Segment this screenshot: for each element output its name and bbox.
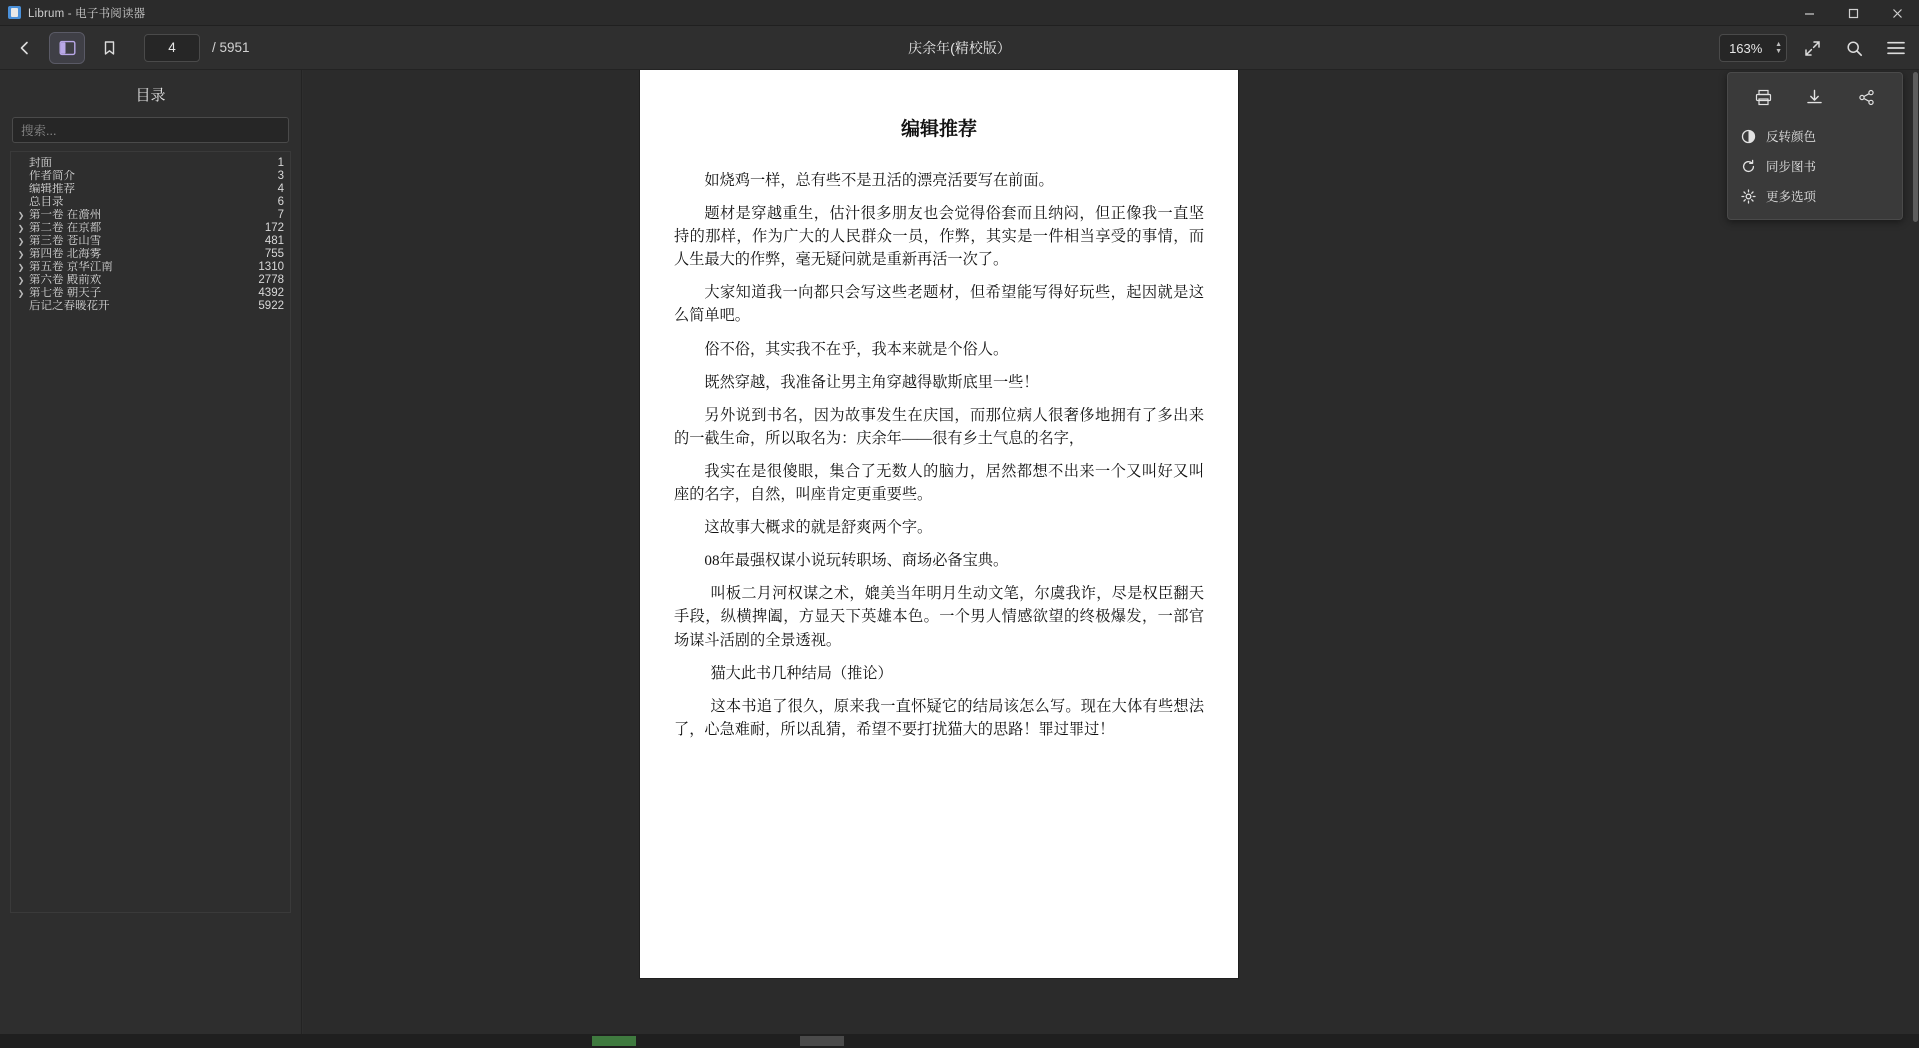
page-number-input[interactable]: 4	[144, 34, 200, 62]
menu-item-invert-colors-label: 反转颜色	[1766, 130, 1817, 144]
menu-button[interactable]	[1879, 33, 1913, 63]
toc-item-page: 2778	[258, 274, 284, 286]
desktop-taskbar	[0, 1034, 1919, 1048]
toc-item-page: 172	[264, 222, 284, 234]
page-paragraph: 叫板二月河权谋之术，媲美当年明月生动文笔，尔虞我诈，尽是权臣翻天手段，纵横捭阖，方显天下英雄本色。一个男人情感欲望的终极爆发，一部官场谋斗活剧的全景透视。	[674, 585, 1204, 649]
toc-row[interactable]	[11, 261, 290, 274]
invert-colors-icon	[1740, 129, 1756, 144]
chevron-right-icon[interactable]: ❯	[17, 211, 25, 220]
toc-row[interactable]	[11, 209, 290, 222]
close-button[interactable]	[1875, 0, 1919, 26]
toc-row[interactable]	[11, 274, 290, 287]
toc-item-label: 总目录	[29, 196, 64, 208]
page-paragraph: 这故事大概求的就是舒爽两个字。	[704, 519, 933, 537]
page-paragraph: 大家知道我一向都只会写这些老题材，但希望能写得好玩些，起因就是这么简单吧。	[674, 284, 1204, 325]
page-heading: 编辑推荐	[900, 119, 977, 140]
toc-item-label: 第四卷 北海雾	[29, 248, 102, 260]
toc-row[interactable]	[11, 222, 290, 235]
title-bar	[0, 0, 1919, 26]
print-icon[interactable]	[1747, 83, 1781, 111]
toc-row[interactable]	[11, 287, 290, 300]
taskbar-item-secondary[interactable]	[800, 1036, 844, 1046]
page-paragraph: 另外说到书名，因为故事发生在庆国，而那位病人很奢侈地拥有了多出来的一截生命，所以取名为：庆余年——很有乡土气息的名字，	[674, 406, 1204, 447]
window-title: Librum - 电子书阅读器	[28, 7, 146, 20]
toc-row[interactable]	[11, 235, 290, 248]
toc-item-page: 755	[264, 248, 284, 260]
page-paragraph: 题材是穿越重生，估汁很多朋友也会觉得俗套而且纳闷，但正像我一直坚持的那样，作为广大的人民群众一员，作弊，其实是一件相当享受的事情，而人生最大的作弊，毫无疑问就是重新再活一次了。	[674, 205, 1204, 269]
page-paragraph: 既然穿越，我准备让男主角穿越得歇斯底里一些！	[704, 373, 1039, 391]
book-title: 庆余年(精校版）	[908, 39, 1011, 56]
chevron-right-icon[interactable]: ❯	[17, 250, 25, 259]
options-popup-panel	[1727, 72, 1903, 220]
zoom-down-icon[interactable]: ▼	[1775, 48, 1782, 55]
toc-item-page: 1	[277, 157, 284, 169]
chevron-right-icon[interactable]: ❯	[17, 224, 25, 233]
toc-item-label: 作者简介	[29, 170, 75, 182]
zoom-up-icon[interactable]: ▲	[1775, 41, 1782, 48]
menu-item-more-options[interactable]	[1728, 181, 1902, 211]
toc-list[interactable]	[10, 151, 291, 913]
back-button[interactable]	[8, 33, 42, 63]
toc-row[interactable]	[11, 183, 290, 196]
toc-item-page: 7	[277, 209, 284, 221]
toc-title: 目录	[135, 87, 166, 104]
menu-item-invert-colors[interactable]	[1728, 121, 1902, 151]
toc-item-label: 第五卷 京华江南	[29, 261, 113, 273]
toc-item-page: 5922	[258, 300, 284, 312]
menu-item-more-options-label: 更多选项	[1766, 190, 1817, 204]
toc-item-page: 1310	[258, 261, 284, 273]
toc-item-page: 3	[277, 170, 284, 182]
download-icon[interactable]	[1798, 83, 1832, 111]
toc-item-label: 封面	[29, 157, 52, 169]
bookmark-button[interactable]	[92, 33, 126, 63]
toc-item-label: 第二卷 在京都	[29, 222, 102, 234]
toc-item-label: 第一卷 在澹州	[29, 209, 102, 221]
taskbar-item-active[interactable]	[592, 1036, 636, 1046]
toc-item-label: 第七卷 朝天子	[29, 287, 102, 299]
reader-scrollbar[interactable]	[1912, 70, 1919, 1048]
toc-row[interactable]	[11, 300, 290, 313]
reader-toolbar	[0, 26, 1919, 70]
toolbar-right-group	[1719, 26, 1913, 70]
page-paragraph: 猫大此书几种结局（推论）	[710, 664, 893, 682]
reader-view	[303, 70, 1919, 1048]
chevron-right-icon[interactable]: ❯	[17, 237, 25, 246]
zoom-control[interactable]	[1719, 34, 1787, 62]
zoom-stepper[interactable]	[1775, 41, 1782, 55]
toc-search-input[interactable]: 搜索...	[12, 117, 289, 143]
book-page	[640, 70, 1238, 978]
chevron-right-icon[interactable]: ❯	[17, 263, 25, 272]
toc-item-label: 后记之春暖花开	[29, 300, 110, 312]
popup-icon-row	[1728, 79, 1902, 121]
toc-item-page: 481	[264, 235, 284, 247]
fullscreen-button[interactable]	[1795, 33, 1829, 63]
window-controls	[1787, 0, 1919, 26]
page-total-label: / 5951	[212, 40, 250, 55]
toc-row[interactable]	[11, 196, 290, 209]
share-icon[interactable]	[1849, 83, 1883, 111]
page-paragraph: 我实在是很傻眼，集合了无数人的脑力，居然都想不出来一个又叫好又叫座的名字，自然，叫座肯定更重要些。	[674, 462, 1204, 504]
menu-item-sync-book-label: 同步图书	[1766, 160, 1817, 174]
chevron-right-icon[interactable]: ❯	[17, 276, 25, 285]
page-body	[674, 169, 1204, 741]
app-logo-icon	[8, 6, 21, 19]
menu-item-sync-book[interactable]	[1728, 151, 1902, 181]
toc-item-label: 第三卷 苍山雪	[29, 235, 102, 247]
chevron-right-icon[interactable]: ❯	[17, 289, 25, 298]
sync-icon	[1740, 159, 1756, 174]
toc-row[interactable]	[11, 157, 290, 170]
toc-item-page: 6	[277, 196, 284, 208]
page-paragraph: 俗不俗，其实我不在乎，我本来就是个俗人。	[704, 340, 1009, 358]
toc-item-label: 第六卷 殿前欢	[29, 274, 102, 286]
toc-item-page: 4	[277, 183, 284, 195]
toc-item-label: 编辑推荐	[29, 183, 75, 195]
page-paragraph: 如烧鸡一样，总有些不是丑活的漂亮活要写在前面。	[704, 172, 1054, 189]
toc-sidebar	[0, 70, 302, 1048]
minimize-button[interactable]	[1787, 0, 1831, 26]
page-paragraph: 08年最强权谋小说玩转职场、商场必备宝典。	[704, 552, 1009, 570]
toc-item-page: 4392	[258, 287, 284, 299]
toggle-sidebar-button[interactable]	[50, 33, 84, 63]
search-button[interactable]	[1837, 33, 1871, 63]
scrollbar-thumb[interactable]	[1913, 72, 1918, 222]
settings-gear-icon	[1740, 189, 1756, 204]
page-paragraph: 这本书追了很久，原来我一直怀疑它的结局该怎么写。现在大体有些想法了，心急难耐，所以乱猜，希望不要打扰猫大的思路！罪过罪过！	[674, 697, 1204, 738]
toc-row[interactable]	[11, 170, 290, 183]
toc-row[interactable]	[11, 248, 290, 261]
maximize-button[interactable]	[1831, 0, 1875, 26]
zoom-value: 163%	[1729, 40, 1763, 56]
